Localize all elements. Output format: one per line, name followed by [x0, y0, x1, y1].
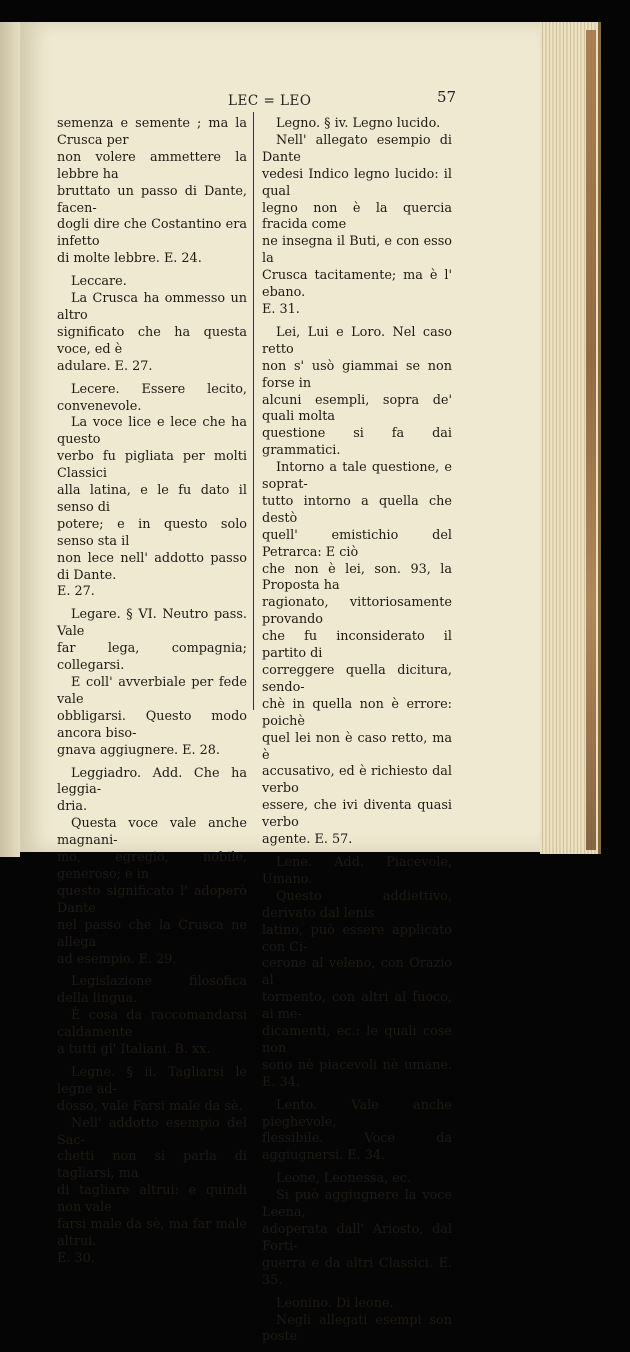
dictionary-entry: [262, 325, 452, 849]
entry-headline: Leonino. Di leone.: [276, 1295, 394, 1311]
entry-text-line: non lece nell' addotto passo di Dante.: [57, 550, 247, 583]
dictionary-entry: [57, 116, 247, 268]
entry-text-line: dria.: [57, 799, 88, 815]
entry-text-line: Crusca tacitamente; ma è l' ebano.: [262, 268, 452, 301]
entry-text-line: adoperata dall' Ariosto, dal Forti-: [262, 1222, 452, 1254]
entry-text-line: Intorno a tale questione, e soprat-: [262, 460, 452, 493]
entry-headline: Leggiadro. Add. Che ha leggia-: [57, 765, 247, 798]
entry-text-line: farsi male da sè, ma far male altrui.: [57, 1217, 247, 1249]
entry-text-line: Nell' addotto esempio del Sac-: [57, 1115, 247, 1148]
entry-text-line: accusativo, ed è richiesto dal verbo: [262, 764, 452, 797]
entry-text-line: significato che ha questa voce, ed è: [57, 324, 247, 357]
entry-text-line: di molte lebbre. E. 24.: [57, 251, 202, 267]
entry-text-line: alcuni esempli, sopra de' quali molta: [262, 392, 452, 425]
dictionary-entry: [57, 382, 247, 602]
entry-text-line: E coll' avverbiale per fede vale: [57, 675, 247, 707]
book-cover-edge: [586, 30, 596, 850]
dictionary-entry: [57, 974, 247, 1059]
entry-headline: Legare. § VI. Neutro pass. Vale: [57, 607, 247, 640]
entry-text-line: agente. E. 57.: [262, 832, 353, 848]
book-spine-edge: [0, 22, 20, 857]
entry-text-line: È cosa da raccomandarsi caldamente: [57, 1008, 247, 1041]
entry-headline: Leccare.: [71, 274, 127, 290]
entry-text-line: far lega, compagnia; collegarsi.: [57, 641, 247, 674]
entry-text-line: dogli dire che Costantino era infetto: [57, 217, 247, 250]
entry-headline: Legno. § iv. Legno lucido.: [276, 116, 441, 131]
entry-text-line: ad esempio. E. 29.: [57, 951, 177, 967]
entry-text-line: E. 31.: [262, 301, 300, 317]
entry-text-line: tutto intorno a quella che destò: [262, 493, 452, 526]
dictionary-entry: [57, 1065, 247, 1268]
entry-text-line: Si può aggiugnere la voce Leena,: [262, 1188, 452, 1221]
entry-text-line: flessibile. Voce da aggiugnersi. E. 34.: [262, 1131, 452, 1164]
entry-text-line: Questo addiettivo, derivato dal lenis: [262, 888, 452, 921]
entry-text-line: semenza e semente ; ma la Crusca per: [57, 116, 247, 148]
dictionary-entry: [262, 1171, 452, 1289]
right-column: [262, 116, 452, 1352]
entry-text-line: Questa voce vale anche magnani-: [57, 816, 247, 849]
entry-text-line: obbligarsi. Questo modo ancora biso-: [57, 708, 247, 741]
dictionary-entry: [262, 1296, 452, 1347]
entry-text-line: questione si fa dai grammatici.: [262, 426, 452, 459]
column-divider: [253, 112, 254, 710]
entry-headline: Lento. Vale anche pieghevole,: [262, 1097, 452, 1130]
entry-text-line: essere, che ivi diventa quasi verbo: [262, 798, 452, 831]
entry-text-line: dosso, vale Farsi male da sè.: [57, 1098, 243, 1114]
running-head: LEC = LEO: [228, 93, 312, 109]
entry-headline: Lecere. Essere lecito, convenevole.: [57, 381, 247, 414]
entry-text-line: tormento, con altri al fuoco, ai me-: [262, 990, 452, 1023]
entry-text-line: bruttato un passo di Dante, facen-: [57, 183, 247, 216]
entry-text-line: a tutti gl' Italiani. B. xx.: [57, 1042, 211, 1058]
entry-text-line: vedesi Indico legno lucido: il qual: [262, 166, 452, 199]
page-number: 57: [437, 88, 457, 106]
entry-text-line: quell' emistichio del Petrarca: E ciò: [262, 527, 452, 560]
entry-headline: Leone, Leonessa, ec.: [276, 1171, 412, 1187]
entry-text-line: legno non è la quercia fracida come: [262, 200, 452, 233]
entry-text-line: dicamenti, ec.: le quali cose non: [262, 1024, 452, 1056]
entry-text-line: questo significato l' adoperò Dante: [57, 883, 247, 916]
entry-text-line: mo, egregio, nobile, generoso; e in: [57, 850, 247, 882]
entry-headline: Lei, Lui e Loro. Nel caso retto: [262, 324, 452, 357]
entry-text-line: di tagliare altrui: e quindi non vale: [57, 1183, 247, 1216]
entry-text-line: verbo fu pigliata per molti Classici: [57, 449, 247, 482]
entry-text-line: chetti non si parla di tagliarsi, ma: [57, 1149, 247, 1182]
entry-headline: Legne. § ii. Tagliarsi le legne ad-: [57, 1064, 247, 1097]
entry-text-line: Nell' allegato esempio di Dante: [262, 132, 452, 165]
dictionary-entry: [262, 1098, 452, 1166]
entry-text-line: adulare. E. 27.: [57, 358, 153, 374]
entry-headline: Lene. Add. Piacevole, Umano.: [262, 854, 452, 887]
entry-text-line: alla latina, e le fu dato il senso di: [57, 483, 247, 515]
dictionary-entry: [57, 766, 247, 969]
entry-text-line: chè in quella non è errore: poichè: [262, 696, 452, 729]
entry-text-line: guerra e da altri Classici. E. 35.: [262, 1255, 452, 1288]
entry-text-line: ne insegna il Buti, e con esso la: [262, 234, 452, 267]
entry-text-line: che fu inconsiderato il partito di: [262, 629, 452, 662]
entry-text-line: E. 30.: [57, 1250, 95, 1266]
dictionary-entry: [57, 274, 247, 375]
dictionary-entry: [57, 607, 247, 759]
entry-text-line: nel passo che la Crusca ne allega: [57, 917, 247, 950]
entry-text-line: La Crusca ha ommesso un altro: [57, 291, 247, 323]
dictionary-entry: [262, 855, 452, 1092]
entry-text-line: che non è lei, son. 93, la Proposta ha: [262, 561, 452, 594]
entry-text-line: ragionato, vittoriosamente provando: [262, 595, 452, 628]
entry-text-line: quel lei non è caso retto, ma è: [262, 730, 452, 763]
entry-headline: Legislazione filosofica della lingua.: [57, 974, 247, 1007]
entry-text-line: latino, può essere applicato con Ci-: [262, 922, 452, 955]
entry-text-line: sono nè piacevoli nè umane. E. 34.: [262, 1057, 452, 1090]
dictionary-entry: [262, 116, 452, 319]
entry-text-line: La voce lice e lece che ha questo: [57, 415, 247, 448]
entry-text-line: Negli allegati esempi son poste: [262, 1312, 452, 1345]
left-column: [57, 116, 247, 1274]
entry-text-line: non s' usò giammai se non forse in: [262, 358, 452, 391]
entry-text-line: non volere ammettere la lebbre ha: [57, 149, 247, 182]
entry-text-line: gnava aggiugnere. E. 28.: [57, 742, 220, 758]
entry-text-line: cerone al veleno, con Orazio al: [262, 956, 452, 989]
entry-text-line: potere; e in questo solo senso sta il: [57, 516, 247, 549]
entry-text-line: correggere quella dicitura, sendo-: [262, 663, 452, 695]
entry-text-line: E. 27.: [57, 584, 95, 600]
